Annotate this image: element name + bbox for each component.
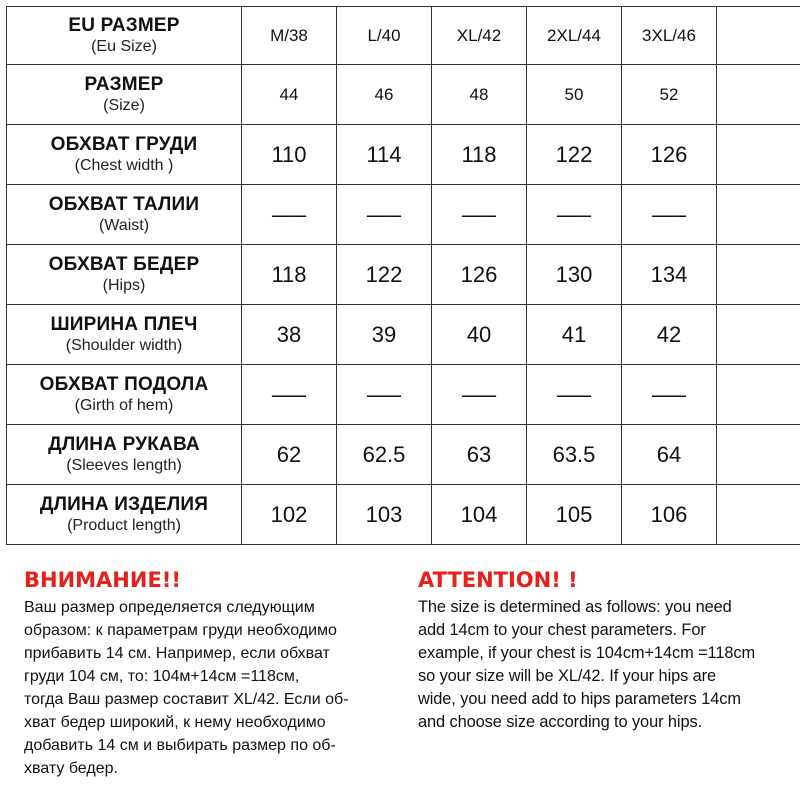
label-en: (Product length) [67,517,181,534]
size-header-cell: XL/42 [432,7,527,65]
row-label [7,365,242,425]
size-header-cell: 3XL/46 [622,7,717,65]
attention-notice-en [418,568,800,734]
label-en: (Girth of hem) [74,397,174,414]
value-cell: 130 [527,245,622,305]
value-cell: —– [622,365,717,425]
empty-cell [717,245,800,305]
table-row [7,305,800,365]
size-header-cell: M/38 [242,7,337,65]
notice-line: добавить 14 см и выбирать размер по об- [24,737,336,754]
row-label [7,425,242,485]
label-ru: EU РАЗМЕР [68,15,180,36]
value-cell: 40 [432,305,527,365]
notice-line: хвату бедер. [24,760,118,777]
table-row [7,65,800,125]
notice-line: хват бедер широкий, к нему необходимо [24,714,326,731]
value-cell: 114 [337,125,432,185]
table-row [7,425,800,485]
row-label [7,185,242,245]
row-label [7,7,242,65]
value-cell: —– [337,365,432,425]
table-row [7,245,800,305]
value-cell: —– [337,185,432,245]
value-cell: 110 [242,125,337,185]
empty-cell [717,425,800,485]
value-cell: —– [242,185,337,245]
value-cell: 122 [337,245,432,305]
table-row [7,365,800,425]
label-ru: ДЛИНА РУКАВА [48,434,200,455]
size-chart-table [6,6,800,545]
notice-text-ru [24,596,406,780]
value-cell: 62 [242,425,337,485]
value-cell: 52 [622,65,717,125]
notice-line: example, if your chest is 104cm+14cm =118cm [418,644,756,662]
row-label [7,125,242,185]
label-en: (Size) [103,97,145,114]
value-cell: 126 [622,125,717,185]
value-cell: —– [622,185,717,245]
value-cell: 42 [622,305,717,365]
notice-line: add 14cm to your chest parameters. For [418,621,706,639]
notice-line: wide, you need add to hips parameters 14cm [418,690,741,708]
row-label [7,245,242,305]
value-cell: 39 [337,305,432,365]
size-header-cell: 2XL/44 [527,7,622,65]
value-cell: —– [242,365,337,425]
empty-cell [717,185,800,245]
label-en: (Chest width ) [74,157,174,174]
value-cell: 44 [242,65,337,125]
value-cell: 118 [242,245,337,305]
table-row [7,485,800,545]
label-ru: ОБХВАТ ТАЛИИ [48,194,200,215]
notice-line: прибавить 14 см. Например, если обхват [24,645,330,662]
notice-line: The size is determined as follows: you need [418,598,732,616]
label-en: (Eu Size) [91,38,157,55]
label-en: (Waist) [98,217,150,234]
value-cell: 41 [527,305,622,365]
label-ru: РАЗМЕР [84,74,164,95]
empty-cell [717,365,800,425]
label-en: (Sleeves length) [66,457,182,474]
value-cell: —– [527,365,622,425]
table-row [7,185,800,245]
empty-cell [717,485,800,545]
notice-line: образом: к параметрам груди необходимо [24,622,337,639]
row-label [7,65,242,125]
value-cell: 134 [622,245,717,305]
label-ru: ДЛИНА ИЗДЕЛИЯ [39,494,209,515]
value-cell: 64 [622,425,717,485]
label-ru: ОБХВАТ ПОДОЛА [39,374,209,395]
value-cell: —– [527,185,622,245]
notice-line: so your size will be XL/42. If your hips are [418,667,717,685]
value-cell: —– [432,365,527,425]
attention-title-en: ATTENTION! ! [418,568,578,592]
value-cell: 103 [337,485,432,545]
empty-cell [717,305,800,365]
value-cell: 63 [432,425,527,485]
size-header-cell: L/40 [337,7,432,65]
attention-title-ru: ВНИМАНИЕ!! [24,568,181,592]
empty-cell [717,7,800,65]
value-cell: 118 [432,125,527,185]
table-row [7,125,800,185]
label-ru: ОБХВАТ ГРУДИ [50,134,198,155]
value-cell: —– [432,185,527,245]
notice-line: and choose size according to your hips. [418,713,703,731]
value-cell: 122 [527,125,622,185]
label-en: (Shoulder width) [65,337,183,354]
value-cell: 102 [242,485,337,545]
attention-notice-ru [24,568,406,780]
value-cell: 50 [527,65,622,125]
notice-line: тогда Ваш размер составит XL/42. Если об- [24,691,349,708]
label-ru: ОБХВАТ БЕДЕР [48,254,200,275]
value-cell: 48 [432,65,527,125]
label-en: (Hips) [102,277,146,294]
header-row [7,7,800,65]
value-cell: 62.5 [337,425,432,485]
value-cell: 63.5 [527,425,622,485]
row-label [7,305,242,365]
value-cell: 104 [432,485,527,545]
value-cell: 126 [432,245,527,305]
value-cell: 106 [622,485,717,545]
notice-text-en [418,596,800,734]
row-label [7,485,242,545]
notice-line: груди 104 см, то: 104м+14см =118см, [24,668,300,685]
empty-cell [717,65,800,125]
empty-cell [717,125,800,185]
value-cell: 38 [242,305,337,365]
value-cell: 105 [527,485,622,545]
value-cell: 46 [337,65,432,125]
label-ru: ШИРИНА ПЛЕЧ [50,314,198,335]
notice-line: Ваш размер определяется следующим [24,599,315,616]
